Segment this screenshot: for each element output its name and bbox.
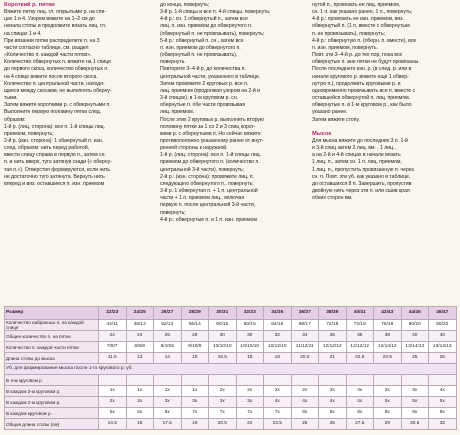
text-line: После этих 2 круговых р. выполнять вторую (160, 116, 264, 123)
text-line: 2-й р. (изн. сторона): 1 обвернутый п. изн. (4, 137, 104, 144)
header-size: 26/27 (154, 307, 182, 320)
text-line: до оставшихся 8 п. Завершить, пропустив (312, 180, 412, 187)
table-cell: 27.5 (346, 419, 374, 430)
text-line: лиц. приемом (продолжая узором на 2-й и (160, 87, 261, 94)
table-cell: 7x (209, 408, 237, 419)
table-cell: 22 (99, 331, 127, 342)
table-cell: 30.5 (401, 419, 429, 430)
table-cell: 26 (319, 419, 347, 430)
table-cell (319, 375, 347, 386)
table-cell: 32 (429, 419, 457, 430)
text-line: п. не провязывать), повернуть; (312, 30, 385, 37)
table-row (5, 375, 457, 386)
row-label: В 4-м круговом р. (5, 375, 99, 386)
table-cell: 8x (374, 408, 402, 419)
text-line: обернутые п. обе части провязывая (160, 102, 246, 109)
table-cell: 22 (236, 419, 264, 430)
table-cell: 72/18 (346, 320, 374, 331)
table-cell: 3x (236, 397, 264, 408)
text-line: 1-й р. (лиц. сторона): все п. 1-й спицы лиц. (4, 123, 105, 130)
table-cell (374, 375, 402, 386)
table-cell: 6x (154, 408, 182, 419)
text-line: щиеся между скосами, не выполнять оберну- (4, 87, 112, 94)
text-line: следующего обвернутого п., повернуть; (160, 180, 254, 187)
table-cell: 7x (181, 408, 209, 419)
row-label: В каждом круговом р. (5, 408, 99, 419)
header-size: 32/33 (236, 307, 264, 320)
table-cell: 9x (401, 408, 429, 419)
table-cell (236, 375, 264, 386)
table-cell: 8/10/8 (154, 342, 182, 353)
table-cell: 80/20 (401, 320, 429, 331)
text-line: части согласно таблице, см. раздел (4, 44, 89, 51)
column-2 (160, 2, 308, 224)
table-cell: 3x (319, 386, 347, 397)
column-3 (312, 2, 458, 202)
table-cell: 2x (99, 397, 127, 408)
table-cell: 72/18 (319, 320, 347, 331)
text-line: 4-й р.: обвернутую п. (оберн. п. вместе), все (312, 37, 417, 44)
row-label: Длина стопы до мыска (5, 353, 99, 364)
table-cell: 11.5 (99, 353, 127, 364)
text-line: Затем вяжите стопу. (312, 116, 360, 123)
table-cell: 5x (429, 397, 457, 408)
table-cell: 10/10/10 (236, 342, 264, 353)
text-line: сн. 1 п. как указано ранее, 1 п., повернуть; (312, 9, 413, 16)
text-line: тая п.»). Отверстия формируются, если нить (4, 166, 111, 173)
table-cell: 2x (236, 386, 264, 397)
table-cell: 20.5 (291, 353, 319, 364)
header-size: 22/23 (99, 307, 127, 320)
size-table (4, 306, 456, 430)
row-label: Общее количество п. на пятке (5, 331, 99, 342)
text-line: половину пятки за 1 со 2 и 3 спиц корот- (160, 123, 256, 130)
table-cell: 5x (374, 397, 402, 408)
table-cell: 32 (264, 331, 292, 342)
text-line: 4-й р.: сн. 1 обвернутый п., затем все (160, 16, 248, 23)
text-line: а на 2-й и 4-й спицах в начале вязать (312, 152, 401, 159)
header-size: 30/31 (209, 307, 237, 320)
table-row (5, 353, 457, 364)
text-line: до первого скоса, количество обвернутых п. (4, 66, 109, 73)
table-cell: 14 (154, 353, 182, 364)
table-cell: 52/13 (154, 320, 182, 331)
table-cell: 8x (291, 408, 319, 419)
text-line: После последнего изн. р. (в след. р. или в (312, 66, 412, 73)
text-line: первую п. после центральной 3-й части, (160, 202, 256, 209)
table-cell: 40 (401, 331, 429, 342)
text-line: повернуть. (160, 59, 186, 66)
table-cell: 25 (291, 419, 319, 430)
header-size: 40/41 (346, 307, 374, 320)
table-row (5, 320, 457, 331)
table-cell (154, 375, 182, 386)
table-cell: 5x (99, 408, 127, 419)
table-cell: 10/12/10 (264, 342, 292, 353)
text-line: 5-й р.: обвернутый п. сн., затем все (160, 37, 244, 44)
table-row (5, 331, 457, 342)
text-line: ренней стороны к наружной. (160, 145, 228, 152)
text-line (312, 124, 458, 131)
text-line: «Количество п. каждой части пятки». (4, 52, 92, 59)
header-size: 36/37 (291, 307, 319, 320)
header-size: 28/29 (181, 307, 209, 320)
table-cell: 64/16 (264, 320, 292, 331)
text-line: на спицах 1 и 4. (4, 30, 42, 37)
row-label: В каждом 3-м круговом р. (5, 386, 99, 397)
table-cell: 4x (264, 397, 292, 408)
text-line: центральной 3-й части), повернуть; (160, 166, 245, 173)
text-line: на 4 спице вяжите после второго скоса. (4, 73, 98, 80)
table-cell: 17.5 (154, 419, 182, 430)
text-line: начала стопы и продолжите вязать лиц. гл. (4, 23, 107, 30)
text-line: п. изн. приемом, повернуть. (312, 44, 378, 51)
table-cell: 48/12 (126, 320, 154, 331)
table-cell: 2x (291, 386, 319, 397)
header-size-label: Размер (5, 307, 99, 320)
table-cell: 7/8/7 (99, 342, 127, 353)
text-line: Выполните первую половину пятки след. (4, 109, 102, 116)
table-cell: 15 (181, 353, 209, 364)
table-cell: 18 (236, 353, 264, 364)
table-cell: 21 (319, 353, 347, 364)
section-heading: Мысок (312, 130, 332, 137)
text-line: 3-й спицах), в 1-м круговом р. сн. (160, 95, 239, 102)
text-line: нутой п., провязать ее лиц. приемом, (312, 2, 401, 8)
text-line: оставшейся обвернутой п. лиц. приемом. (312, 95, 411, 102)
table-cell: 1x (154, 386, 182, 397)
table-cell: 9x (429, 408, 457, 419)
text-line: Повт. эти 3–4-й р. до тех пор, пока все (312, 52, 403, 59)
text-line: не достаточно туго затянута. Вернуть нить (4, 173, 105, 180)
text-line: При вязании пятки распределите п. на 3 (4, 37, 100, 44)
table-cell: 13/14/13 (429, 342, 457, 353)
table-cell (264, 375, 292, 386)
table-cell: 14.5 (99, 419, 127, 430)
table-cell: 13 (126, 353, 154, 364)
table-cell: 40 (429, 331, 457, 342)
table-cell: 4x (291, 397, 319, 408)
text-line: обвернутые п. вне пятки не будут провязаны. (312, 59, 420, 66)
table-cell: 56/14 (181, 320, 209, 331)
text-line: приемом, повернуть; (4, 130, 54, 137)
table-cell: 2x (264, 386, 292, 397)
table-cell: 36 (346, 331, 374, 342)
text-line: 1 лиц. п., затем сн. 1 п. лиц. приемом, (312, 159, 402, 166)
text-line: начале кругового р. вяжите еще 1 обвер- (312, 73, 409, 80)
table-cell (181, 375, 209, 386)
table-cell: 3x (181, 397, 209, 408)
text-line: обеих сторон вм. (312, 195, 353, 202)
table-cell: 80/20 (429, 320, 457, 331)
header-size: 34/35 (264, 307, 292, 320)
text-line: противоположно указанному ранее от внут- (160, 137, 264, 144)
header-size: 24/25 (126, 307, 154, 320)
row-label: В каждом 2-м круговом р. (5, 397, 99, 408)
text-line: Для мыска вяжите до последних 3 п. 1-й (312, 137, 408, 144)
table-cell: 16 (126, 419, 154, 430)
table-row (5, 408, 457, 419)
header-size: 38/39 (319, 307, 347, 320)
table-row (5, 386, 457, 397)
table-row (5, 397, 457, 408)
text-line: кими р. с обернутыми п. Но сейчас вяжите (160, 130, 261, 137)
text-line: обвернутые п. в 1-м круговом р., как было (312, 102, 412, 109)
table-row (5, 364, 457, 375)
text-line: 2-й р.: (изн. сторона): провяжите лиц. п. (160, 173, 254, 180)
column-1 (4, 2, 152, 188)
text-line: лиц. п. изн. приемом до обвернутого п. (160, 23, 253, 30)
table-cell: 23.5 (374, 353, 402, 364)
text-line: 3-й р. 1-й спицы и все п. 4-й спицы, повернуть; (160, 9, 271, 16)
table-cell: 7x (236, 408, 264, 419)
table-cell: 4x (429, 386, 457, 397)
table-cell: 5x (401, 397, 429, 408)
text-line: 3-й р. 1 обвернутая п. + 1 п. центральной (160, 188, 258, 195)
table-cell: 68/17 (291, 320, 319, 331)
text-line: приемом до обвернутого п. (количество п. (160, 159, 260, 166)
table-cell: 10/10/10 (209, 342, 237, 353)
text-line: Затем вяжите короткими р. с обвернутыми п. (4, 102, 111, 109)
text-line: двойную нить через эти п. или сшив края (312, 188, 410, 195)
row-label: Уб. для формирования мыска после 1-го кругового р. уб. (5, 364, 457, 375)
table-cell: 1x (99, 386, 127, 397)
table-cell: 2x (209, 386, 237, 397)
text-line: (обвернутый п. не провязывать), повернуть; (160, 30, 265, 37)
header-size: 42/43 (374, 307, 402, 320)
table-cell: 3x (374, 386, 402, 397)
text-line: 1 лиц. п., пропустить провязанную п. через (312, 166, 414, 173)
table-cell: 28 (181, 331, 209, 342)
table-cell: 30 (236, 331, 264, 342)
text-line: 4-й р.: обвернутые п. и 1 п. изн. приемом (160, 216, 257, 223)
table-cell: 30 (209, 331, 237, 342)
table-cell: 9/10/9 (181, 342, 209, 353)
table-cell: 3x (401, 386, 429, 397)
text-line: ввести спицу справа в первую п., затем сн. (4, 152, 106, 159)
table-cell: 23.5 (264, 419, 292, 430)
text-line: центральной части, указанного в таблице. (160, 73, 261, 80)
table-row (5, 419, 457, 430)
table-cell: 76/19 (374, 320, 402, 331)
table-header-row (5, 307, 457, 320)
table-cell: 26 (429, 353, 457, 364)
text-line: нутую п.), продолжить круговыми р. и (312, 80, 401, 87)
header-size: 46/47 (429, 307, 457, 320)
table-cell: 24 (126, 331, 154, 342)
text-line: Количество обвернутых п. вяжите на 1 спице (4, 59, 111, 66)
table-cell: 60/15 (236, 320, 264, 331)
table-cell: 6x (126, 408, 154, 419)
text-line: части + 1 п. приемом лиц., включая (160, 195, 245, 202)
text-line: повернуть; (160, 209, 186, 216)
text-line: Вяжите пятку лиц. гл. открытыми р. на спи- (4, 9, 106, 16)
row-label: Общая длина стопы (см) (5, 419, 99, 430)
table-cell: 19 (264, 353, 292, 364)
table-cell: 1x (126, 386, 154, 397)
table-cell: 4x (346, 397, 374, 408)
section-heading: Короткий р. пятки (4, 2, 55, 8)
text-line: указано ранее. (312, 109, 348, 116)
table-cell: 25 (401, 353, 429, 364)
text-line: (обвернутый п. не провязывать), (160, 52, 238, 59)
text-line: Повторите 3–4-й р. до количества п. (160, 66, 246, 73)
table-cell: 8/8/8 (126, 342, 154, 353)
text-line: одновременно провязывать все п. вместе с (312, 87, 416, 94)
text-line: 1-й р. (лиц. сторона): все п. 1-й спицы лиц. (160, 152, 261, 159)
text-line: до конца, повернуть; (160, 2, 210, 8)
text-line: обвернутый п. (1 п. вместе с обвернутым (312, 23, 410, 30)
table-cell: 36 (319, 331, 347, 342)
table-cell: 29 (374, 419, 402, 430)
table-row (5, 342, 457, 353)
text-line: 4-й р.: провязать ее изн. приемом, вяз. (312, 16, 404, 23)
table-cell: 3x (154, 397, 182, 408)
text-line: след. образом: нить перед работой, (4, 145, 89, 152)
row-label: Количество набранных п. на каждой спице (5, 320, 99, 331)
table-cell: 1x (181, 386, 209, 397)
table-cell (429, 375, 457, 386)
table-cell: 8x (346, 408, 374, 419)
text-line: тыми. (4, 95, 18, 102)
table-cell: 44/11 (99, 320, 127, 331)
table-cell (401, 375, 429, 386)
text-line: п. и нить вверх, туго затянув сзади (« оберну- (4, 159, 112, 166)
table-cell: 13/14/13 (401, 342, 429, 353)
text-line: Количество п. центральной части, находя- (4, 80, 105, 87)
text-line: цах 1 и 4. Узором вяжите на 1–2 см до (4, 16, 95, 23)
table-cell (346, 375, 374, 386)
text-line: образом: (4, 116, 26, 123)
table-cell: 16.5 (209, 353, 237, 364)
text-line: п. изн. приемом до обвернутого п. (160, 44, 241, 51)
table-cell: 60/15 (209, 320, 237, 331)
table-cell: 11/12/11 (291, 342, 319, 353)
text-line: Затем провяжите 2 круговых р. все п. (160, 80, 249, 87)
table-cell: 12/12/12 (319, 342, 347, 353)
table-cell: 34 (291, 331, 319, 342)
table-cell: 2x (126, 397, 154, 408)
table-cell: 12/12/12 (346, 342, 374, 353)
table-cell (291, 375, 319, 386)
row-label: Количество п. каждой части пятки (5, 342, 99, 353)
table-cell: 8x (319, 408, 347, 419)
table-cell: 7x (264, 408, 292, 419)
table-cell: 38 (374, 331, 402, 342)
table-cell: 19 (181, 419, 209, 430)
text-line: вперед и вяз. оставшиеся п. изн. приемом (4, 180, 105, 187)
table-cell: 12/14/12 (374, 342, 402, 353)
table-cell: 3x (209, 397, 237, 408)
table-cell (209, 375, 237, 386)
text-line: сн. п. Повт. эти уб. как указано в таблице, (312, 173, 411, 180)
table-cell: 22.5 (346, 353, 374, 364)
table-cell (126, 375, 154, 386)
table-cell (99, 375, 127, 386)
table-cell: 26 (154, 331, 182, 342)
table-cell: 3x (346, 386, 374, 397)
text-line: лиц. приемом. (160, 109, 195, 116)
text-line: и 3-й спиц затем 2 лиц. вм. , 1 лиц., (312, 145, 396, 152)
table-cell: 4x (319, 397, 347, 408)
table-cell: 20.5 (209, 419, 237, 430)
header-size: 44/45 (401, 307, 429, 320)
